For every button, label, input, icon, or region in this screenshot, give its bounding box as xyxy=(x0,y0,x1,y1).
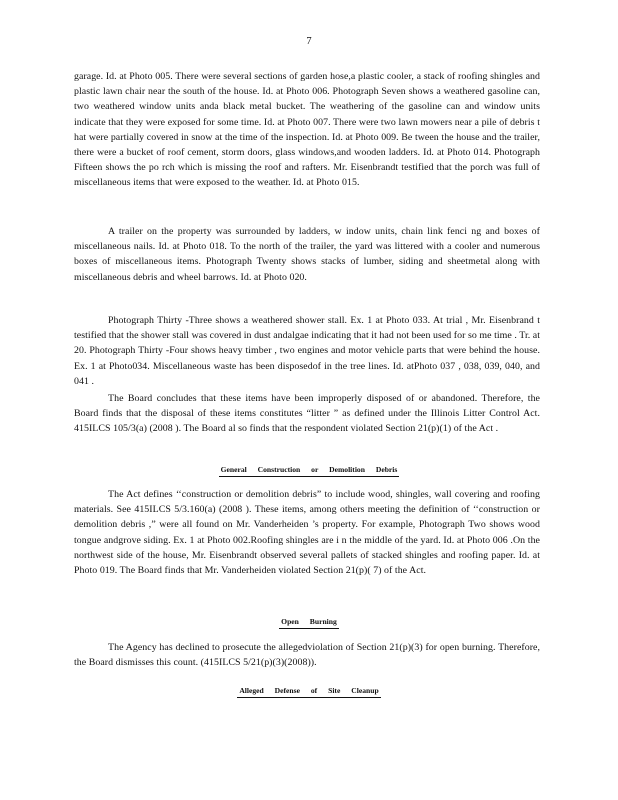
paragraph-open-burning: The Agency has declined to prosecute the allegedviolation of Section 21(p)(3) for open burning. Therefore, the Board dismisses this count. (415ILCS 5/21(p)(3)(2008)). xyxy=(74,642,540,669)
heading-text: Alleged Defense of Site Cleanup xyxy=(237,686,380,698)
paragraph-litter-conclusion: The Board concludes that these items have been improperly disposed of or abandoned. Therefore, the Board finds that the disposal of these items constitutes “litter ” as defined under the Illinois Litter Control Act. 415ILCS 105/3(a) (2008 ). The Board al so finds that the respondent violated Section 21(p)(1) of the Act . xyxy=(74,393,540,435)
heading-open-burning xyxy=(0,617,618,629)
heading-site-cleanup xyxy=(0,686,618,698)
paragraph-trailer: A trailer on the property was surrounded by ladders, w indow units, chain link fenci ng and boxes of miscellaneous nails. Id. at Photo 018. To the north of the trailer, the yard was littered with a cooler and numerous boxes of miscellaneous items. Photograph Twenty shows stacks of lumber, siding and sheetmetal along with miscellaneous debris and wheel barrows. Id. at Photo 020. xyxy=(74,226,540,283)
heading-text: Open Burning xyxy=(279,617,339,629)
paragraph-outdoor-debris: garage. Id. at Photo 005. There were several sections of garden hose,a plastic cooler, a stack of roofing shingles and plastic lawn chair near the south of the house. Id. at Photo 006. Photograph Seven shows a weathered gasoline can, two weathered window units anda black metal bucket. The weathering of the gasoline can and window units indicate that they were exposed for some time. Id. at Photo 007. There were two lawn mowers near a pile of debris t hat were partially covered in snow at the time of the inspection. Id. at Photo 009. Be tween the house and the trailer, there were a bucket of roof cement, storm doors, glass windows,and wooden ladders. Id. at Photo 014. Photograph Fifteen shows the po rch which is missing the roof and rafters. Mr. Eisenbrandt testified that the porch was full of miscellaneous items that were exposed to the weather. Id. at Photo 015. xyxy=(74,71,540,189)
heading-construction-debris xyxy=(0,465,618,477)
page-number: 7 xyxy=(306,36,312,47)
paragraph-construction-debris: The Act defines ‘‘construction or demolition debris” to include wood, shingles, wall covering and roofing materials. See 415ILCS 5/3.160(a) (2008 ). These items, among others meeting the definition of ‘‘construction or demolition debris ,” were all found on Mr. Vanderheiden ’s property. For example, Photograph Two shows wood tongue andgrove siding. Ex. 1 at Photo 002.Roofing shingles are i n the middle of the yard. Id. at Photo 006 .On the northwest side of the house, Mr. Eisenbrandt observed several pallets of stacked shingles and roofing paper. Id. at Photo 019. The Board finds that Mr. Vanderheiden violated Section 21(p)( 7) of the Act. xyxy=(74,489,540,577)
heading-text: General Construction or Demolition Debris xyxy=(219,465,400,477)
paragraph-shower-stall: Photograph Thirty -Three shows a weathered shower stall. Ex. 1 at Photo 033. At trial , Mr. Eisenbrand t testified that the shower stall was covered in dust andalgae indicating that it had not been used for so me time . Tr. at 20. Photograph Thirty -Four shows heavy timber , two engines and motor vehicle parts that were behind the house. Ex. 1 at Photo034. Miscellaneous waste has been disposedof in the tree lines. Id. atPhoto 037 , 038, 039, 040, and 041 . xyxy=(74,315,540,387)
